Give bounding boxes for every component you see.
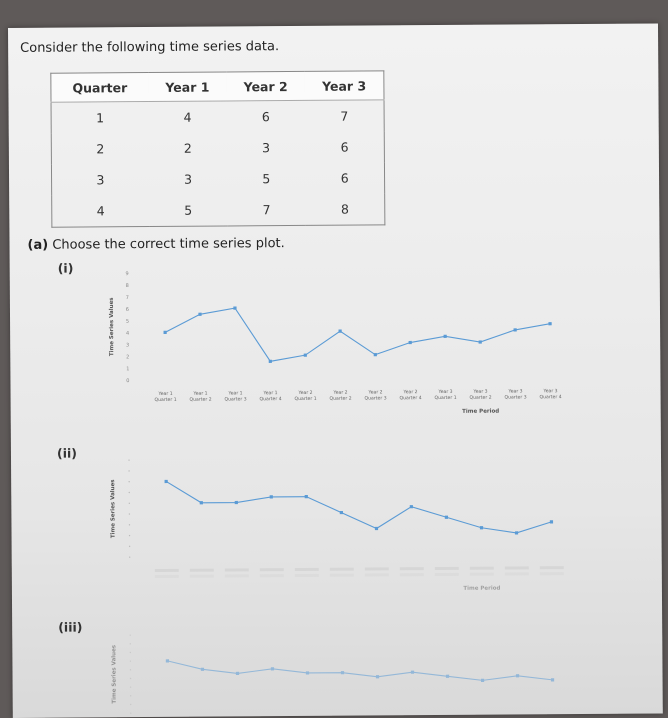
table-cell: 4: [96, 203, 105, 219]
y-tick-label: 4: [125, 330, 130, 337]
data-point: [374, 353, 377, 356]
x-tick-label-faded: [190, 569, 214, 572]
y-tick-label: 9: [125, 271, 129, 278]
table-cell: 2: [183, 140, 192, 156]
x-tick-label-year: Year 2: [403, 390, 418, 396]
option-label-iii[interactable]: (iii): [58, 619, 83, 635]
question-prefix: (a): [27, 237, 49, 253]
x-tick-label-year: Year 3: [438, 389, 453, 396]
x-tick-label-quarter: Quarter 1: [154, 397, 177, 403]
data-point: [233, 306, 236, 309]
x-tick-label-faded: [435, 573, 459, 576]
data-point: [201, 668, 204, 671]
x-tick-label-faded: [155, 569, 179, 572]
x-tick-label-year: Year 1: [193, 391, 208, 397]
table-row: [51, 131, 384, 164]
x-tick-label-faded: [540, 572, 564, 575]
x-tick-label-faded: [155, 575, 179, 578]
data-point: [514, 328, 517, 331]
y-tick-mark: [129, 503, 130, 504]
data-point: [409, 341, 412, 344]
table-row: [51, 162, 384, 195]
x-tick-label-year: Year 2: [333, 390, 348, 396]
series-line: [167, 658, 552, 682]
series-line: [166, 479, 551, 536]
y-tick-label: 7: [125, 294, 129, 301]
data-point: [236, 672, 239, 675]
x-tick-label-year: Year 3: [473, 389, 488, 395]
x-tick-label-quarter: Quarter 4: [259, 397, 282, 403]
table-row: [52, 193, 385, 227]
x-tick-label-year: Year 2: [368, 390, 383, 396]
y-tick-label: 3: [126, 342, 130, 349]
question-prompt: [27, 236, 284, 253]
x-tick-label-faded: [295, 568, 319, 571]
table-cell: 5: [262, 171, 271, 187]
y-tick-mark: [128, 470, 129, 471]
x-tick-label-faded: [540, 566, 564, 569]
chart-option-iii[interactable]: [97, 624, 583, 717]
y-tick-mark: [129, 524, 130, 525]
header-year-1: Year 1: [148, 72, 226, 102]
chart-option-i[interactable]: [95, 262, 581, 425]
y-tick-mark: [130, 678, 131, 679]
data-point: [410, 505, 413, 508]
x-tick-label-quarter: Quarter 2: [469, 395, 492, 401]
x-tick-label-quarter: Quarter 4: [399, 396, 422, 402]
y-tick-label: 5: [125, 318, 130, 325]
x-tick-label-year: Year 1: [263, 391, 278, 397]
y-tick-mark: [128, 459, 129, 460]
data-point: [198, 313, 201, 316]
x-tick-label-faded: [400, 567, 424, 570]
y-tick-label: 6: [125, 306, 129, 313]
data-point: [200, 501, 203, 504]
y-tick-mark: [130, 643, 131, 644]
y-tick-mark: [130, 669, 131, 670]
x-tick-label-faded: [470, 567, 494, 570]
table-cell: 5: [184, 202, 193, 218]
time-series-table: [50, 70, 385, 227]
table-cell: 4: [183, 109, 192, 125]
x-tick-label-year: Year 1: [158, 391, 173, 397]
x-tick-label-faded: [505, 572, 529, 575]
y-tick-mark: [130, 652, 131, 653]
header-year-3: Year 3: [305, 71, 384, 101]
x-tick-label-quarter: Quarter 3: [504, 395, 527, 401]
data-point: [235, 501, 238, 504]
table-cell: 6: [261, 109, 270, 125]
question-text: Choose the correct time series plot.: [52, 236, 285, 253]
x-tick-label-quarter: Quarter 2: [189, 397, 212, 403]
data-point: [445, 516, 448, 519]
data-point: [411, 671, 414, 674]
y-axis-label: Time Series Values: [108, 297, 116, 357]
y-tick-mark: [129, 535, 130, 536]
x-tick-label-faded: [225, 568, 249, 571]
header-year-2: Year 2: [226, 71, 304, 101]
x-tick-label-quarter: Quarter 1: [434, 395, 457, 402]
data-point: [271, 667, 274, 670]
data-point: [376, 675, 379, 678]
x-axis-title: Time Period: [463, 585, 501, 592]
data-point: [270, 495, 273, 498]
x-axis-title: Time Period: [462, 408, 500, 415]
x-tick-label-faded: [365, 573, 389, 576]
table-cell: 7: [262, 202, 271, 218]
x-tick-label-quarter: Quarter 1: [294, 396, 317, 403]
y-tick-mark: [130, 660, 131, 661]
x-tick-label-faded: [470, 573, 494, 576]
option-label-ii[interactable]: (ii): [56, 445, 78, 461]
y-tick-label: 1: [126, 366, 130, 373]
data-point: [340, 511, 343, 514]
data-point: [164, 331, 167, 334]
data-point: [306, 671, 309, 674]
table-cell: 2: [96, 141, 105, 157]
data-point: [269, 360, 272, 363]
table-cell: 8: [340, 201, 349, 217]
table-cell: 6: [340, 139, 349, 155]
data-point: [165, 480, 168, 483]
y-tick-mark: [130, 712, 131, 713]
x-tick-label-faded: [435, 567, 459, 570]
x-tick-label-faded: [365, 567, 389, 570]
data-point: [305, 495, 308, 498]
data-point: [551, 678, 554, 681]
y-tick-mark: [128, 481, 129, 482]
table-header-row: [51, 71, 384, 102]
y-tick-mark: [129, 546, 130, 547]
question-sheet: [8, 23, 663, 718]
option-label-i[interactable]: (i): [57, 260, 74, 276]
x-tick-label-faded: [225, 574, 249, 577]
y-tick-label: 8: [125, 283, 129, 290]
x-tick-label-quarter: Quarter 4: [539, 395, 562, 401]
y-tick-label: 0: [126, 378, 130, 385]
y-tick-mark: [130, 634, 131, 635]
y-tick-mark: [129, 492, 130, 493]
data-point: [515, 531, 518, 534]
x-tick-label-quarter: Quarter 3: [224, 397, 247, 403]
table-cell: 3: [262, 140, 271, 156]
x-tick-label-faded: [330, 568, 354, 571]
chart-option-ii[interactable]: [96, 449, 582, 602]
x-tick-label-faded: [400, 573, 424, 576]
x-tick-label-year: Year 1: [228, 391, 243, 397]
header-quarter: Quarter: [51, 73, 149, 103]
data-point: [481, 679, 484, 682]
y-tick-mark: [129, 513, 130, 514]
data-point: [479, 340, 482, 343]
x-tick-label-faded: [295, 574, 319, 577]
x-tick-label-year: Year 2: [298, 390, 313, 396]
data-point: [339, 330, 342, 333]
intro-text: Consider the following time series data.: [20, 39, 280, 56]
data-point: [341, 671, 344, 674]
table-cell: 6: [340, 170, 349, 186]
x-tick-label-faded: [330, 574, 354, 577]
table-cell: 3: [96, 172, 105, 188]
y-tick-mark: [130, 686, 131, 687]
x-tick-label-faded: [505, 566, 529, 569]
data-point: [446, 675, 449, 678]
x-tick-label-faded: [260, 574, 284, 577]
data-point: [516, 674, 519, 677]
y-tick-mark: [129, 556, 130, 557]
table-cell: 7: [340, 108, 349, 124]
y-axis-label: Time Series Values: [110, 479, 117, 539]
table-cell: 1: [96, 110, 105, 126]
x-tick-label-faded: [190, 575, 214, 578]
x-tick-label-year: Year 3: [508, 389, 523, 395]
data-point: [304, 354, 307, 357]
table-cell: 3: [184, 171, 193, 187]
data-point: [550, 520, 553, 523]
x-tick-label-quarter: Quarter 2: [329, 396, 352, 402]
y-tick-mark: [130, 695, 131, 696]
y-axis-label: Time Series Values: [111, 644, 118, 704]
data-point: [444, 335, 447, 338]
data-point: [480, 526, 483, 529]
data-point: [548, 322, 551, 325]
table-row: [51, 100, 384, 134]
data-point: [166, 659, 169, 662]
x-tick-label-year: Year 3: [543, 389, 558, 395]
x-tick-label-faded: [260, 568, 284, 571]
y-tick-mark: [130, 704, 131, 705]
data-point: [375, 527, 378, 530]
x-tick-label-quarter: Quarter 3: [364, 396, 387, 402]
series-line: [165, 306, 550, 362]
y-tick-label: 2: [126, 354, 130, 361]
